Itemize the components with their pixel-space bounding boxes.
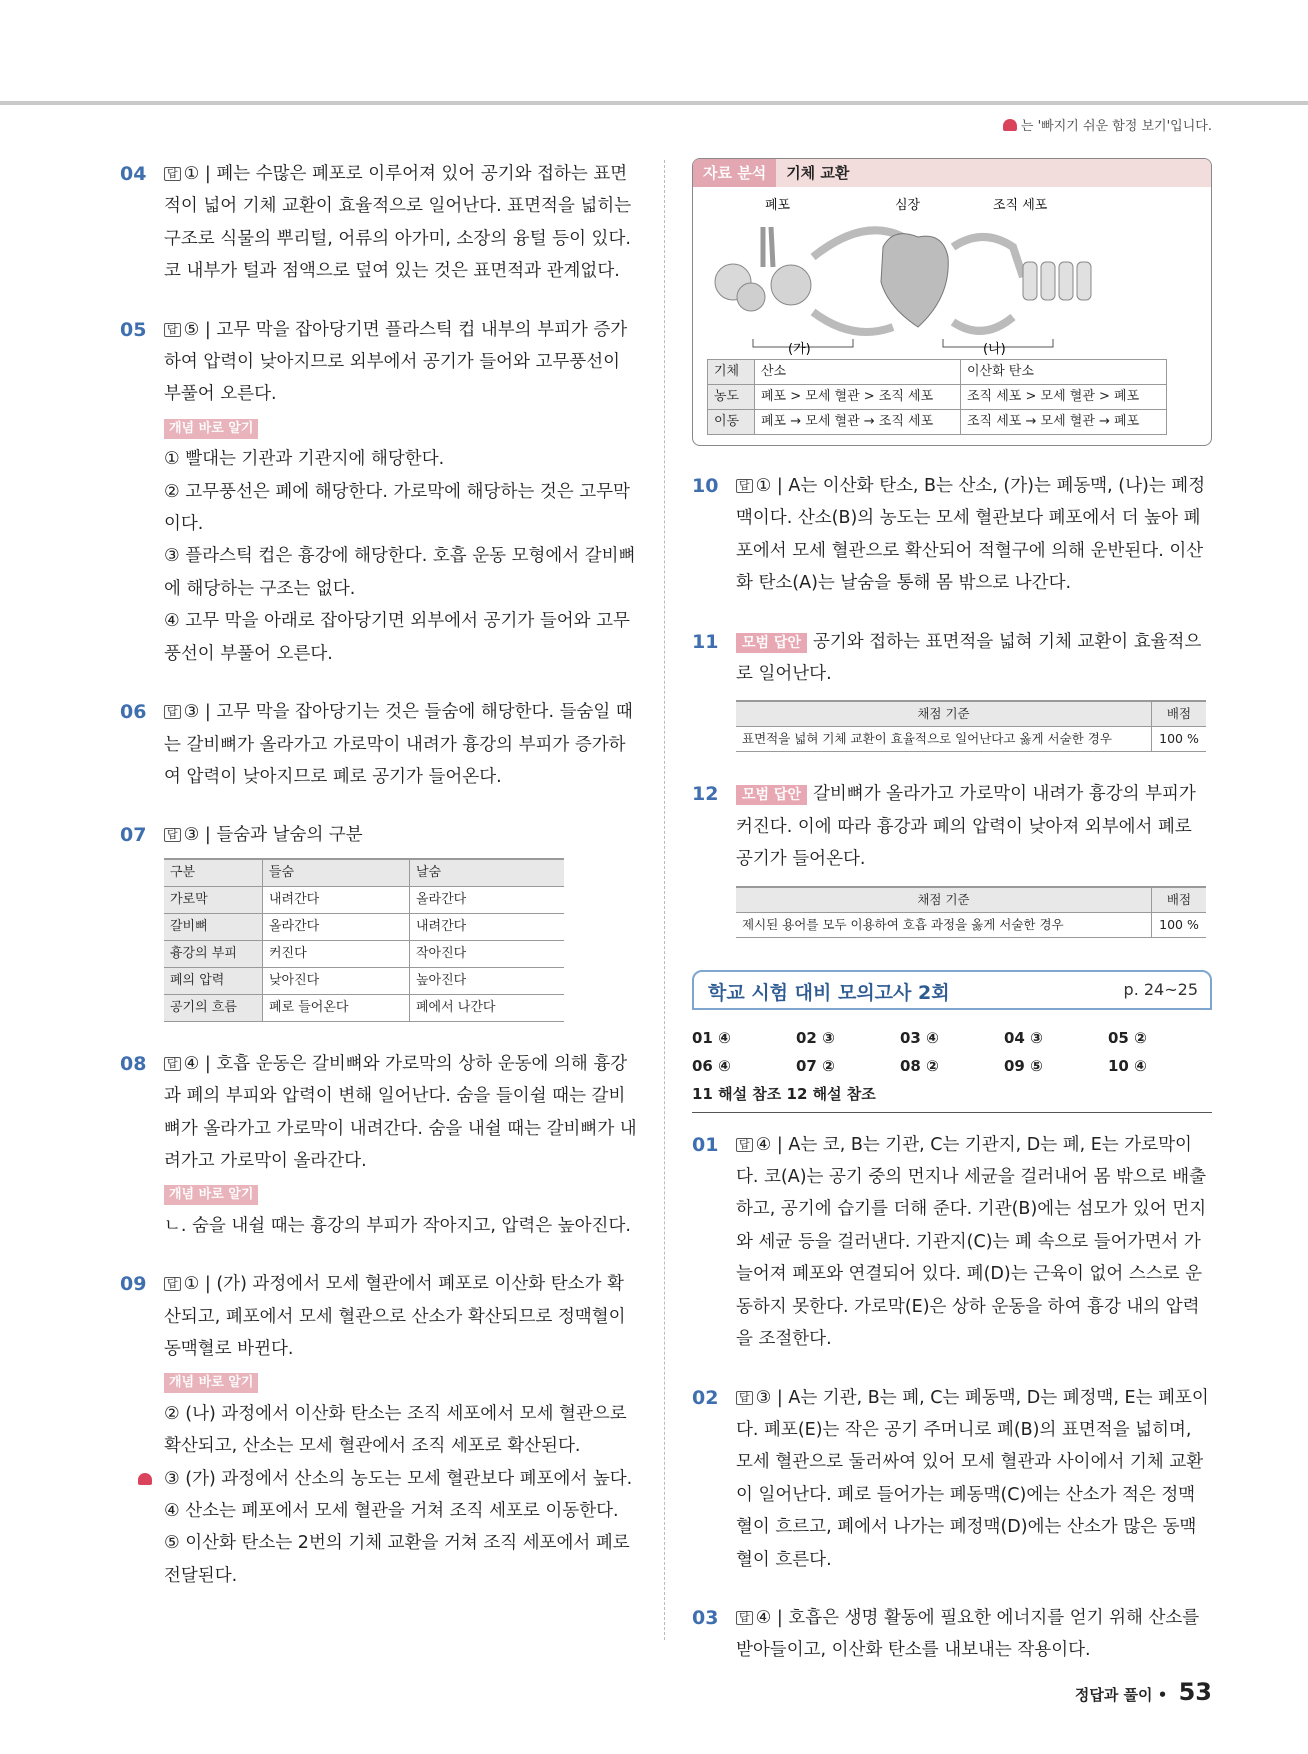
scoring-table [736, 700, 1206, 752]
mock-exam-header [692, 970, 1212, 1010]
data-box-tag: 자료 분석 [693, 159, 776, 187]
table-cell: 농도 [708, 385, 755, 410]
table-cell: 올라간다 [410, 886, 565, 913]
answer-badge: 답 [164, 705, 181, 719]
gas-table [707, 359, 1167, 435]
alarm-icon [1003, 119, 1017, 131]
answer-badge: 답 [164, 167, 181, 181]
table-cell: 폐의 압력 [164, 967, 263, 994]
table-cell: 폐에서 나간다 [410, 994, 565, 1021]
table-cell: 폐포 > 모세 혈관 > 조직 세포 [755, 385, 961, 410]
table-cell: 표면적을 넓혀 기체 교환이 효율적으로 일어난다고 옳게 서술한 경우 [736, 727, 1152, 752]
question-08 [120, 1048, 640, 1242]
question-text: 갈비뼈가 올라가고 가로막이 내려가 흉강의 부피가 커진다. 이에 따라 흉강과 폐의 압력이 낮아져 외부에서 폐로 공기가 들어온다. [736, 784, 1196, 870]
label-alveoli: 폐포 [765, 198, 791, 213]
table-cell: 커진다 [263, 940, 410, 967]
model-answer-badge: 모범 답안 [736, 785, 807, 805]
question-number: 03 [692, 1606, 719, 1629]
question-number: 01 [692, 1133, 719, 1156]
table-row [736, 912, 1206, 937]
question-10 [692, 470, 1212, 600]
table-cell: 폐포 → 모세 혈관 → 조직 세포 [755, 410, 961, 435]
breathing-table [164, 858, 564, 1022]
answer-item: 09 ⑤ [1004, 1056, 1043, 1075]
alveoli-icon [715, 227, 811, 311]
concept-label: 개념 바로 알기 [164, 419, 258, 439]
answer-item: 04 ③ [1004, 1028, 1043, 1047]
question-number: 02 [692, 1386, 719, 1409]
question-text: 공기와 접하는 표면적을 넓혀 기체 교환이 효율적으로 일어난다. [736, 631, 1202, 685]
table-cell: 조직 세포 > 모세 혈관 > 폐포 [961, 385, 1167, 410]
table-row [164, 994, 564, 1021]
answer-item: 10 ④ [1108, 1056, 1147, 1075]
table-row [164, 859, 564, 887]
answer-item: 05 ② [1108, 1028, 1147, 1047]
concept-label: 개념 바로 알기 [164, 1373, 258, 1393]
page-footer: 정답과 풀이 • 53 [1074, 1678, 1212, 1706]
answer-item: 02 ③ [796, 1028, 835, 1047]
tissue-cells-icon [1023, 262, 1091, 300]
table-cell: 산소 [755, 360, 961, 385]
question-text: ① | (가) 과정에서 모세 혈관에서 폐포로 이산화 탄소가 확산되고, 폐포에서 모세 혈관으로 산소가 확산되므로 정맥혈이 동맥혈로 바뀐다. [164, 1274, 626, 1359]
table-cell: 낮아진다 [263, 967, 410, 994]
question-text: ⑤ | 고무 막을 잡아당기면 플라스틱 컵 내부의 부피가 증가하여 압력이 낮아지므로 외부에서 공기가 들어와 고무풍선이 부풀어 오른다. [164, 319, 628, 405]
question-text: ④ | 호흡은 생명 활동에 필요한 에너지를 얻기 위해 산소를 받아들이고, 이산화 탄소를 내보내는 작용이다. [736, 1607, 1200, 1661]
data-analysis-box [692, 158, 1212, 446]
question-number: 07 [120, 824, 147, 847]
question-11 [692, 626, 1212, 753]
answer-item: 06 ④ [692, 1056, 731, 1075]
exam-question-02 [692, 1382, 1212, 1576]
table-row [164, 967, 564, 994]
table-cell: 기체 [708, 360, 755, 385]
table-row [708, 410, 1167, 435]
question-05 [120, 314, 640, 670]
answer-item: 03 ④ [900, 1028, 939, 1047]
question-text: ③ | 들숨과 날숨의 구분 [183, 825, 363, 846]
table-row [708, 385, 1167, 410]
question-number: 10 [692, 475, 719, 497]
top-rule [0, 101, 1308, 105]
table-cell: 배점 [1152, 887, 1207, 913]
question-text: ③ | 고무 막을 잡아당기는 것은 들숨에 해당한다. 들숨일 때는 갈비뼈가 올라가고 가로막이 내려가 흉강의 부피가 증가하여 압력이 낮아지므로 폐로 공기가 들어온다. [164, 702, 633, 787]
table-cell: 이동 [708, 410, 755, 435]
label-tissue: 조직 세포 [993, 198, 1048, 213]
question-12 [692, 778, 1212, 937]
table-cell: 배점 [1152, 701, 1207, 727]
question-04 [120, 158, 640, 288]
table-cell: 높아진다 [410, 967, 565, 994]
concept-item: ② (나) 과정에서 이산화 탄소는 조직 세포에서 모세 혈관으로 확산되고, 산소는 모세 혈관에서 조직 세포로 확산된다. [164, 1403, 627, 1457]
question-text: ③ | A는 기관, B는 폐, C는 폐동맥, D는 폐정맥, E는 폐포이다. 폐포(E)는 작은 공기 주머니로 폐(B)의 표면적을 넓히며, 모세 혈관으로 둘러싸여 있어 모세 혈관과 사이에서 기체 교환이 일어난다. 폐로 들어가는 폐동맥(C)에는 산소가 적은 정맥혈이 흐르고, 폐에서 나가는 폐정맥(D)에는 산소가 많은 동맥혈이 흐른다. [736, 1387, 1209, 1570]
answer-badge: 답 [736, 1611, 753, 1625]
answer-badge: 답 [736, 1391, 753, 1405]
table-cell: 작아진다 [410, 940, 565, 967]
heart-icon [881, 234, 948, 327]
answer-reference: 11 해설 참조 12 해설 참조 [692, 1080, 1212, 1113]
data-box-title: 기체 교환 [786, 164, 850, 182]
table-row [736, 727, 1206, 752]
systemic-loop [953, 237, 1023, 331]
question-06 [120, 696, 640, 793]
question-text: ① | 폐는 수많은 폐포로 이루어져 있어 공기와 접하는 표면적이 넓어 기체 교환이 효율적으로 일어난다. 표면적을 넓히는 구조로 식물의 뿌리털, 어류의 아가미, 소장의 융털 등이 있다. 코 내부가 털과 점액으로 덮여 있는 것은 표면적과 관계없다. [164, 164, 632, 282]
table-row [164, 940, 564, 967]
table-row [736, 701, 1206, 727]
concept-label: 개념 바로 알기 [164, 1185, 258, 1205]
footer-label: 정답과 풀이 [1074, 1686, 1153, 1704]
model-answer-badge: 모범 답안 [736, 633, 807, 653]
answer-badge: 답 [164, 828, 181, 842]
table-cell: 가로막 [164, 886, 263, 913]
question-number: 05 [120, 318, 147, 341]
table-row [708, 360, 1167, 385]
concept-item: ⑤ 이산화 탄소는 2번의 기체 교환을 거쳐 조직 세포에서 폐로 전달된다. [164, 1533, 630, 1586]
table-cell: 내려간다 [263, 886, 410, 913]
answer-item: 07 ② [796, 1056, 835, 1075]
table-cell: 내려간다 [410, 913, 565, 940]
question-number: 08 [120, 1052, 147, 1075]
answer-badge: 답 [164, 1277, 181, 1291]
label-ga: (가) [788, 342, 811, 355]
concept-item: ① 빨대는 기관과 기관지에 해당한다. [164, 449, 445, 470]
table-cell: 공기의 흐름 [164, 994, 263, 1021]
table-row [164, 913, 564, 940]
answer-badge: 답 [736, 479, 753, 493]
table-cell: 갈비뼈 [164, 913, 263, 940]
question-text: ④ | A는 코, B는 기관, C는 기관지, D는 폐, E는 가로막이다. 코(A)는 공기 중의 먼지나 세균을 걸러내어 몸 밖으로 배출하고, 공기에 습기를 더해 준다. 기관(B)에는 섬모가 있어 먼지와 세균 등을 걸러낸다. 기관지(C)는 폐 속으로 들어가면서 가늘어져 폐포와 연결되어 있다. 폐(D)는 근육이 없어 스스로 운동하지 못한다. 가로막(E)은 상하 운동을 하여 흉강 내의 압력을 조절한다. [736, 1134, 1207, 1350]
exam-question-03 [692, 1602, 1212, 1667]
question-text: ④ | 호흡 운동은 갈비뼈와 가로막의 상하 운동에 의해 흉강과 폐의 부피와 압력이 변해 일어난다. 숨을 들이쉴 때는 갈비뼈가 올라가고 가로막이 내려간다. 숨을 내쉴 때는 갈비뼈가 내려가고 가로막이 올라간다. [164, 1053, 637, 1171]
column-divider [664, 160, 665, 1640]
table-cell: 100 % [1152, 912, 1207, 937]
question-number: 04 [120, 163, 147, 185]
page-number: 53 [1178, 1678, 1212, 1706]
question-number: 09 [120, 1273, 147, 1296]
answer-item: 01 ④ [692, 1028, 731, 1047]
mock-exam-page: p. 24~25 [1123, 979, 1198, 999]
question-07 [120, 819, 640, 1021]
table-cell: 올라간다 [263, 913, 410, 940]
table-cell: 조직 세포 → 모세 혈관 → 폐포 [961, 410, 1167, 435]
question-number: 06 [120, 701, 147, 724]
table-cell: 채점 기준 [736, 887, 1152, 913]
exam-question-01 [692, 1129, 1212, 1356]
question-number: 11 [692, 630, 719, 653]
label-na: (나) [983, 342, 1006, 355]
concept-item: ④ 산소는 폐포에서 모세 혈관을 거쳐 조직 세포로 이동한다. [164, 1501, 619, 1521]
concept-item: ② 고무풍선은 폐에 해당한다. 가로막에 해당하는 것은 고무막이다. [164, 481, 630, 535]
concept-item-trap [164, 1463, 640, 1495]
answer-item: 08 ② [900, 1056, 939, 1075]
scoring-table [736, 886, 1206, 938]
table-cell: 채점 기준 [736, 701, 1152, 727]
concept-item-text: ③ (가) 과정에서 산소의 농도는 모세 혈관보다 폐포에서 높다. [164, 1468, 633, 1489]
table-cell: 구분 [164, 859, 263, 887]
table-row [736, 887, 1206, 913]
answer-badge: 답 [736, 1138, 753, 1152]
gas-exchange-diagram [693, 187, 1171, 355]
question-text: ① | A는 이산화 탄소, B는 산소, (가)는 폐동맥, (나)는 폐정맥이다. 산소(B)의 농도는 모세 혈관보다 폐포에서 더 높아 폐포에서 모세 혈관으로 확산되어 적혈구에 의해 운반된다. 이산화 탄소(A)는 날숨을 통해 몸 밖으로 나간다. [736, 476, 1206, 594]
header-note [1003, 115, 1212, 134]
concept-item: ③ 플라스틱 컵은 흉강에 해당한다. 호흡 운동 모형에서 갈비뼈에 해당하는 구조는 없다. [164, 546, 636, 599]
left-column [120, 158, 640, 1618]
question-09 [120, 1268, 640, 1592]
header-note-text: 는 '빠지기 쉬운 함정 보기'입니다. [1020, 119, 1212, 134]
label-heart: 심장 [895, 198, 921, 213]
answer-badge: 답 [164, 323, 181, 337]
table-cell: 날숨 [410, 859, 565, 887]
data-box-header [693, 159, 1211, 187]
question-number: 12 [692, 783, 719, 806]
table-cell: 이산화 탄소 [961, 360, 1167, 385]
table-row [164, 886, 564, 913]
mock-exam-title: 학교 시험 대비 모의고사 2회 [708, 981, 950, 1004]
alarm-icon [138, 1473, 152, 1485]
table-cell: 흉강의 부피 [164, 940, 263, 967]
answer-grid [692, 1024, 1212, 1080]
right-column [692, 158, 1212, 1693]
concept-item: ④ 고무 막을 아래로 잡아당기면 외부에서 공기가 들어와 고무풍선이 부풀어 오른다. [164, 611, 630, 664]
table-cell: 제시된 용어를 모두 이용하여 호흡 과정을 옳게 서술한 경우 [736, 912, 1152, 937]
table-cell: 들숨 [263, 859, 410, 887]
table-cell: 폐로 들어온다 [263, 994, 410, 1021]
table-cell: 100 % [1152, 727, 1207, 752]
concept-item: ㄴ. 숨을 내쉴 때는 흉강의 부피가 작아지고, 압력은 높아진다. [164, 1215, 631, 1236]
answer-badge: 답 [164, 1057, 181, 1071]
